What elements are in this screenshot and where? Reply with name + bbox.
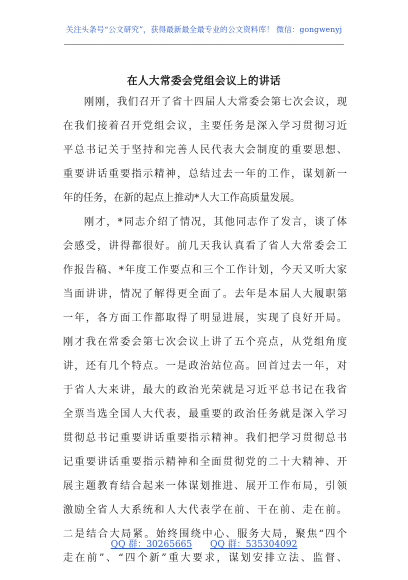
body-line: 于省人大来讲，最大的政治光荣就是习近平总书记在我省 (63, 385, 347, 396)
body-line: 贯彻总书记重要讲话重要指示精神。我们把学习贯彻总书 (63, 433, 347, 444)
body-line: 一年，各方面工作都取得了明显进展，实现了良好开局。 (63, 313, 347, 324)
body-line: 年的任务，在新的起点上推动*人大工作高质量发展。 (63, 193, 301, 204)
body-line: 展主题教育结合起来一体谋划推进、展开工作布局，引领 (63, 481, 347, 492)
body-line: 刚刚，我们召开了省十四届人大常委会第七次会议，现 (84, 97, 347, 108)
footer-qq-group-2[interactable]: QQ 群：535304092 (210, 540, 298, 550)
body-line: 作报告稿、*年度工作要点和三个工作计划，今天又听大家 (63, 265, 347, 276)
body-line: 全票当选全国人大代表，最重要的政治任务就是深入学习 (63, 409, 347, 420)
body-line: 平总书记关于坚持和完善人民代表大会制度的重要思想、 (63, 145, 347, 156)
footer-qq-group-1[interactable]: QQ 群：30265665 (110, 540, 193, 550)
body-line: 刚才，*同志介绍了情况，其他同志作了发言，谈了体 (84, 217, 347, 228)
body-line: 会感受，讲得都很好。前几天我认真看了省人大常委会工 (63, 241, 347, 252)
body-line: 走在前”、“四个新”重大要求，谋划安排立法、监督、 (63, 553, 347, 564)
footer-contacts (0, 537, 408, 550)
body-line: 二是结合大局紧。始终围绕中心、服务大局，聚焦“四个 (63, 529, 347, 540)
header-divider (64, 44, 344, 45)
document-title: 在人大常委会党组会议上的讲话 (127, 75, 281, 87)
body-line: 记重要讲话重要指示精神和全面贯彻党的二十大精神、开 (63, 457, 347, 468)
body-line: 激励全省人大系统和人大代表学在前、干在前、走在前。 (63, 505, 347, 516)
body-line: 当面讲讲，情况了解得更全面了。去年是本届人大履职第 (63, 289, 347, 300)
body-line: 在我们接着召开党组会议，主要任务是深入学习贯彻习近 (63, 121, 347, 132)
body-line: 讲，还有几个特点。一是政治站位高。回首过去一年，对 (63, 361, 347, 372)
body-line: 刚才我在常委会第七次会议上讲了五个亮点，从党组角度 (63, 337, 347, 348)
body-line: 重要讲话重要指示精神，总结过去一年的工作，谋划新一 (63, 169, 347, 180)
header-banner: 关注头条号“公文研究”，获得最新最全最专业的公文资料库！ 微信：gongwenyj (65, 25, 343, 34)
